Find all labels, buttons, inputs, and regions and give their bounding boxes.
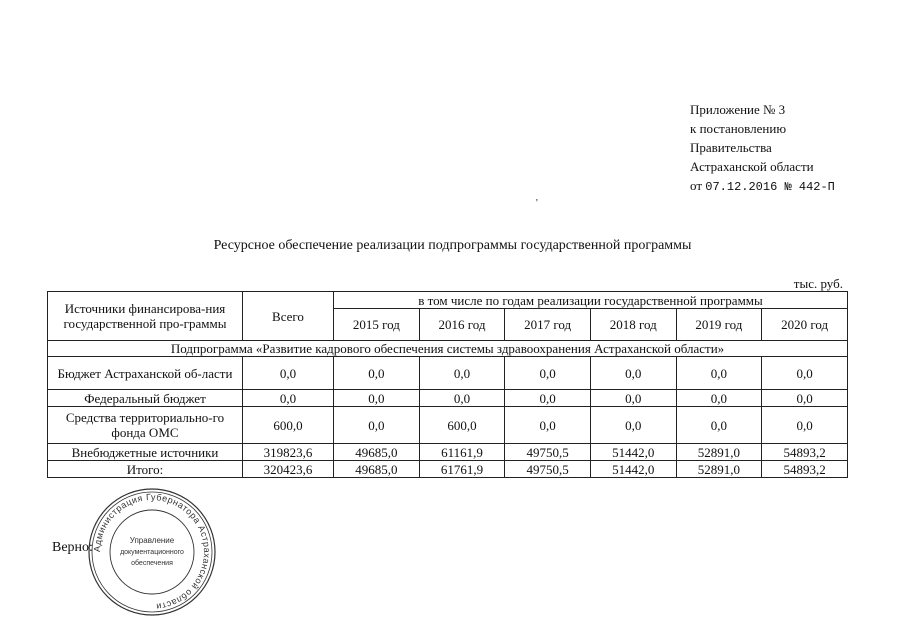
row-name: Внебюджетные источники bbox=[48, 444, 243, 461]
table-row bbox=[48, 444, 848, 461]
header-year: 2020 год bbox=[762, 309, 848, 341]
table-row bbox=[48, 407, 848, 444]
cell-year: 0,0 bbox=[590, 390, 676, 407]
row-name: Средства территориально-го фонда ОМС bbox=[48, 407, 243, 444]
cell-year: 600,0 bbox=[419, 407, 505, 444]
header-year: 2015 год bbox=[334, 309, 420, 341]
cell-year: 0,0 bbox=[505, 357, 591, 390]
seal-center-line-3: обеспечения bbox=[131, 560, 173, 567]
header-years-group: в том числе по годам реализации государственной программы bbox=[334, 292, 848, 309]
official-seal bbox=[86, 486, 218, 618]
appendix-line-4: Астраханской области bbox=[690, 159, 814, 174]
unit-label: тыс. руб. bbox=[793, 276, 843, 291]
cell-year: 51442,0 bbox=[590, 444, 676, 461]
seal-center-line-1: Управление bbox=[129, 536, 175, 545]
resource-table bbox=[47, 291, 848, 478]
cell-year: 0,0 bbox=[334, 390, 420, 407]
cell-year: 0,0 bbox=[676, 407, 762, 444]
cell-year: 52891,0 bbox=[676, 444, 762, 461]
appendix-line-1: Приложение № 3 bbox=[690, 102, 786, 117]
seal-center-line-2: документационного bbox=[120, 549, 184, 556]
cell-year: 0,0 bbox=[505, 407, 591, 444]
header-total: Всего bbox=[243, 292, 334, 341]
row-name: Бюджет Астраханской об-ласти bbox=[48, 357, 243, 390]
header-year: 2017 год bbox=[505, 309, 591, 341]
cell-year: 54893,2 bbox=[762, 444, 848, 461]
cell-year: 0,0 bbox=[334, 407, 420, 444]
cell-year: 0,0 bbox=[762, 390, 848, 407]
stray-mark: ' bbox=[536, 198, 538, 209]
table-row bbox=[48, 390, 848, 407]
subprogram-row bbox=[48, 341, 848, 357]
cell-year: 49685,0 bbox=[334, 461, 420, 478]
appendix-header bbox=[690, 100, 835, 197]
cell-year: 49685,0 bbox=[334, 444, 420, 461]
document-title: Ресурсное обеспечение реализации подпрограммы государственной программы bbox=[213, 238, 692, 253]
cell-year: 0,0 bbox=[505, 390, 591, 407]
cell-year: 61761,9 bbox=[419, 461, 505, 478]
cell-total: 320423,6 bbox=[243, 461, 334, 478]
cell-year: 0,0 bbox=[590, 407, 676, 444]
cell-year: 0,0 bbox=[419, 390, 505, 407]
certified-label: Верно: bbox=[52, 540, 93, 555]
cell-year: 54893,2 bbox=[762, 461, 848, 478]
header-year: 2016 год bbox=[419, 309, 505, 341]
appendix-line-2: к постановлению bbox=[690, 121, 787, 136]
cell-total: 600,0 bbox=[243, 407, 334, 444]
table-row bbox=[48, 357, 848, 390]
cell-year: 0,0 bbox=[762, 357, 848, 390]
subprogram-title: Подпрограмма «Развитие кадрового обеспечения системы здравоохранения Астраханской области» bbox=[48, 341, 848, 357]
cell-total: 0,0 bbox=[243, 357, 334, 390]
table-row-total bbox=[48, 461, 848, 478]
header-year: 2019 год bbox=[676, 309, 762, 341]
header-row-1 bbox=[48, 292, 848, 309]
cell-year: 0,0 bbox=[590, 357, 676, 390]
cell-year: 61161,9 bbox=[419, 444, 505, 461]
cell-year: 0,0 bbox=[334, 357, 420, 390]
cell-year: 51442,0 bbox=[590, 461, 676, 478]
cell-year: 0,0 bbox=[676, 390, 762, 407]
appendix-line-5 bbox=[690, 176, 835, 197]
appendix-date: 07.12.2016 № 442-П bbox=[705, 180, 835, 194]
cell-year: 0,0 bbox=[762, 407, 848, 444]
row-name: Итого: bbox=[48, 461, 243, 478]
cell-year: 0,0 bbox=[419, 357, 505, 390]
cell-year: 49750,5 bbox=[505, 461, 591, 478]
header-source: Источники финансирова-ния государственной про-граммы bbox=[48, 292, 243, 341]
cell-year: 0,0 bbox=[676, 357, 762, 390]
appendix-date-prefix: от bbox=[690, 178, 703, 193]
header-year: 2018 год bbox=[590, 309, 676, 341]
row-name: Федеральный бюджет bbox=[48, 390, 243, 407]
appendix-line-3: Правительства bbox=[690, 140, 772, 155]
seal-ring-text: Администрация Губернатора Астраханской области bbox=[91, 491, 213, 612]
cell-total: 0,0 bbox=[243, 390, 334, 407]
cell-year: 52891,0 bbox=[676, 461, 762, 478]
cell-year: 49750,5 bbox=[505, 444, 591, 461]
cell-total: 319823,6 bbox=[243, 444, 334, 461]
